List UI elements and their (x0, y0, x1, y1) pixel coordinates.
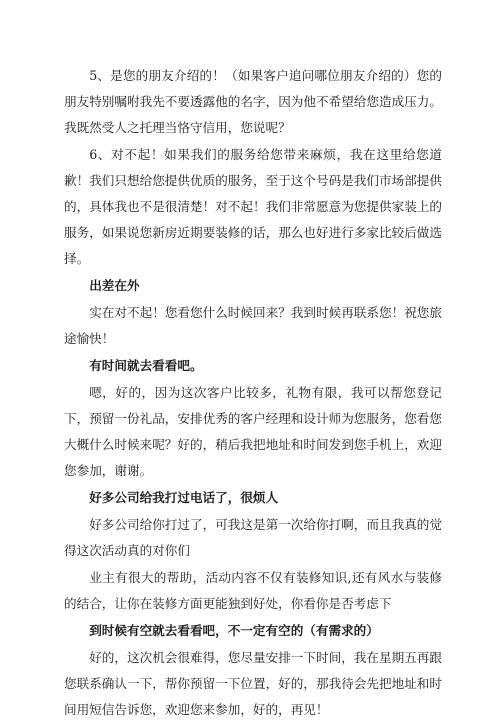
paragraph-referral: 5、是您的朋友介绍的！（如果客户追问哪位朋友介绍的）您的朋友特别嘱咐我先不要透露他的名字，因为他不希望给您造成压力。我既然受人之托理当恪守信用，您说呢？ (64, 68, 442, 135)
paragraph-many-calls-reply-cont: 业主有很大的帮助，活动内容不仅有装修知识,还有风水与装修的结合，让你在装修方面更能独到好处，你看你是否考虑下 (64, 570, 442, 611)
paragraph-maybe-free-reply: 好的，这次机会很难得，您尽量安排一下时间，我在星期五再跟您联系确认一下，帮你预留一下位置，好的，那我待会先把地址和时间用短信告诉您，欢迎您来参加，好的，再见！ (64, 650, 442, 717)
heading-maybe-free: 到时候有空就去看看吧，不一定有空的（有需求的） (89, 623, 379, 638)
heading-many-calls: 好多公司给我打过电话了，很烦人 (89, 490, 279, 505)
heading-business-trip: 出差在外 (89, 278, 140, 293)
heading-will-visit: 有时间就去看看吧。 (89, 358, 203, 373)
paragraph-business-trip-reply: 实在对不起！您看您什么时候回来？我到时候再联系您！祝您旅途愉快！ (64, 305, 442, 346)
paragraph-will-visit-reply: 嗯，好的，因为这次客户比较多，礼物有限，我可以帮您登记下，预留一份礼品，安排优秀的客户经理和设计师为您服务，您看您大概什么时候来呢？好的，稍后我把地址和时间发到您手机上，欢迎您参加，谢谢。 (64, 385, 442, 478)
paragraph-many-calls-reply: 好多公司给你打过了，可我这是第一次给你打啊，而且我真的觉得这次活动真的对你们 (64, 517, 442, 558)
paragraph-apology: 6、对不起！如果我们的服务给您带来麻烦，我在这里给您道歉！我们只想给您提供优质的服务，至于这个号码是我们市场部提供的，具体我也不是很清楚！对不起！我们非常愿意为您提供家装上的服务，如果说您新房近期要装修的话，那么也好进行多家比较后做选择。 (64, 147, 442, 266)
